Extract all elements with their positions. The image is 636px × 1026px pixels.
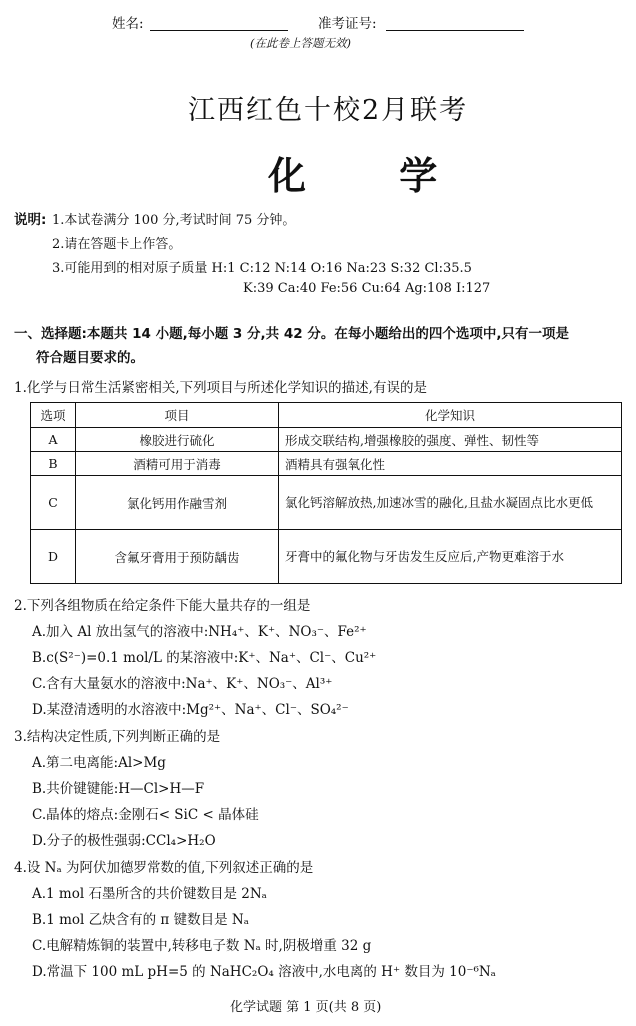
table-header-option: 选项 xyxy=(31,403,76,428)
table-row xyxy=(31,476,622,530)
table-cell-option: B xyxy=(31,452,76,476)
instruction-item: 2.请在答题卡上作答。 xyxy=(52,237,182,252)
table-cell-knowledge: 酒精具有强氧化性 xyxy=(279,452,622,476)
instructions-label: 说明: xyxy=(14,212,47,228)
header-note: (在此卷上答题无效) xyxy=(250,36,351,50)
table-cell-option: D xyxy=(31,530,76,584)
name-blank xyxy=(150,30,288,31)
table-cell-item: 酒精可用于消毒 xyxy=(76,452,279,476)
table-cell-option: A xyxy=(31,428,76,452)
question-1-table xyxy=(30,402,622,584)
question-4-option: C.电解精炼铜的装置中,转移电子数 Nₐ 时,阴极增重 32 g xyxy=(32,938,372,954)
question-4-option: D.常温下 100 mL pH=5 的 NaHC₂O₄ 溶液中,水电离的 H⁺ 数目为 10⁻⁶Nₐ xyxy=(32,964,496,980)
question-3-option: A.第二电离能:Al>Mg xyxy=(32,755,166,771)
question-4-stem: 4.设 Nₐ 为阿伏加德罗常数的值,下列叙述正确的是 xyxy=(14,860,314,876)
table-header-row xyxy=(31,403,622,428)
question-3-option: C.晶体的熔点:金刚石< SiC < 晶体硅 xyxy=(32,807,259,823)
question-3-option: D.分子的极性强弱:CCl₄>H₂O xyxy=(32,833,216,849)
table-row xyxy=(31,452,622,476)
subject-title: 化 学 xyxy=(268,154,478,198)
question-1-stem: 1.化学与日常生活紧密相关,下列项目与所述化学知识的描述,有误的是 xyxy=(14,380,427,396)
table-cell-knowledge: 形成交联结构,增强橡胶的强度、弹性、韧性等 xyxy=(279,428,622,452)
table-header-knowledge: 化学知识 xyxy=(279,403,622,428)
question-4-option: A.1 mol 石墨所含的共价键数目是 2Nₐ xyxy=(32,886,267,902)
table-cell-item: 橡胶进行硫化 xyxy=(76,428,279,452)
instruction-item: 3.可能用到的相对原子质量 H:1 C:12 N:14 O:16 Na:23 S:32 Cl:35.5 xyxy=(52,261,472,276)
table-row xyxy=(31,530,622,584)
table-header-item: 项目 xyxy=(76,403,279,428)
question-3-stem: 3.结构决定性质,下列判断正确的是 xyxy=(14,729,221,745)
section-heading-cont: 符合题目要求的。 xyxy=(36,350,144,366)
exam-id-blank xyxy=(386,30,524,31)
page-footer: 化学试题 第 1 页(共 8 页) xyxy=(230,1000,382,1015)
instruction-item: K:39 Ca:40 Fe:56 Cu:64 Ag:108 I:127 xyxy=(243,281,491,296)
exam-title: 江西红色十校2月联考 xyxy=(188,95,469,126)
section-heading: 一、选择题:本题共 14 小题,每小题 3 分,共 42 分。在每小题给出的四个选项中,只有一项是 xyxy=(14,326,569,342)
table-cell-knowledge: 氯化钙溶解放热,加速冰雪的融化,且盐水凝固点比水更低 xyxy=(279,476,622,530)
table-cell-option: C xyxy=(31,476,76,530)
instruction-item: 1.本试卷满分 100 分,考试时间 75 分钟。 xyxy=(52,213,296,228)
exam-id-label: 准考证号: xyxy=(318,16,377,32)
question-2-option: D.某澄清透明的水溶液中:Mg²⁺、Na⁺、Cl⁻、SO₄²⁻ xyxy=(32,702,349,718)
question-3-option: B.共价键键能:H—Cl>H—F xyxy=(32,781,205,797)
question-4-option: B.1 mol 乙炔含有的 π 键数目是 Nₐ xyxy=(32,912,249,928)
question-2-option: C.含有大量氨水的溶液中:Na⁺、K⁺、NO₃⁻、Al³⁺ xyxy=(32,676,333,692)
table-cell-item: 含氟牙膏用于预防龋齿 xyxy=(76,530,279,584)
question-2-stem: 2.下列各组物质在给定条件下能大量共存的一组是 xyxy=(14,598,311,614)
name-label: 姓名: xyxy=(112,16,144,32)
table-row xyxy=(31,428,622,452)
question-2-option: A.加入 Al 放出氢气的溶液中:NH₄⁺、K⁺、NO₃⁻、Fe²⁺ xyxy=(32,624,367,640)
question-2-option: B.c(S²⁻)=0.1 mol/L 的某溶液中:K⁺、Na⁺、Cl⁻、Cu²⁺ xyxy=(32,650,377,666)
table-cell-item: 氯化钙用作融雪剂 xyxy=(76,476,279,530)
table-cell-knowledge: 牙膏中的氟化物与牙齿发生反应后,产物更难溶于水 xyxy=(279,530,622,584)
